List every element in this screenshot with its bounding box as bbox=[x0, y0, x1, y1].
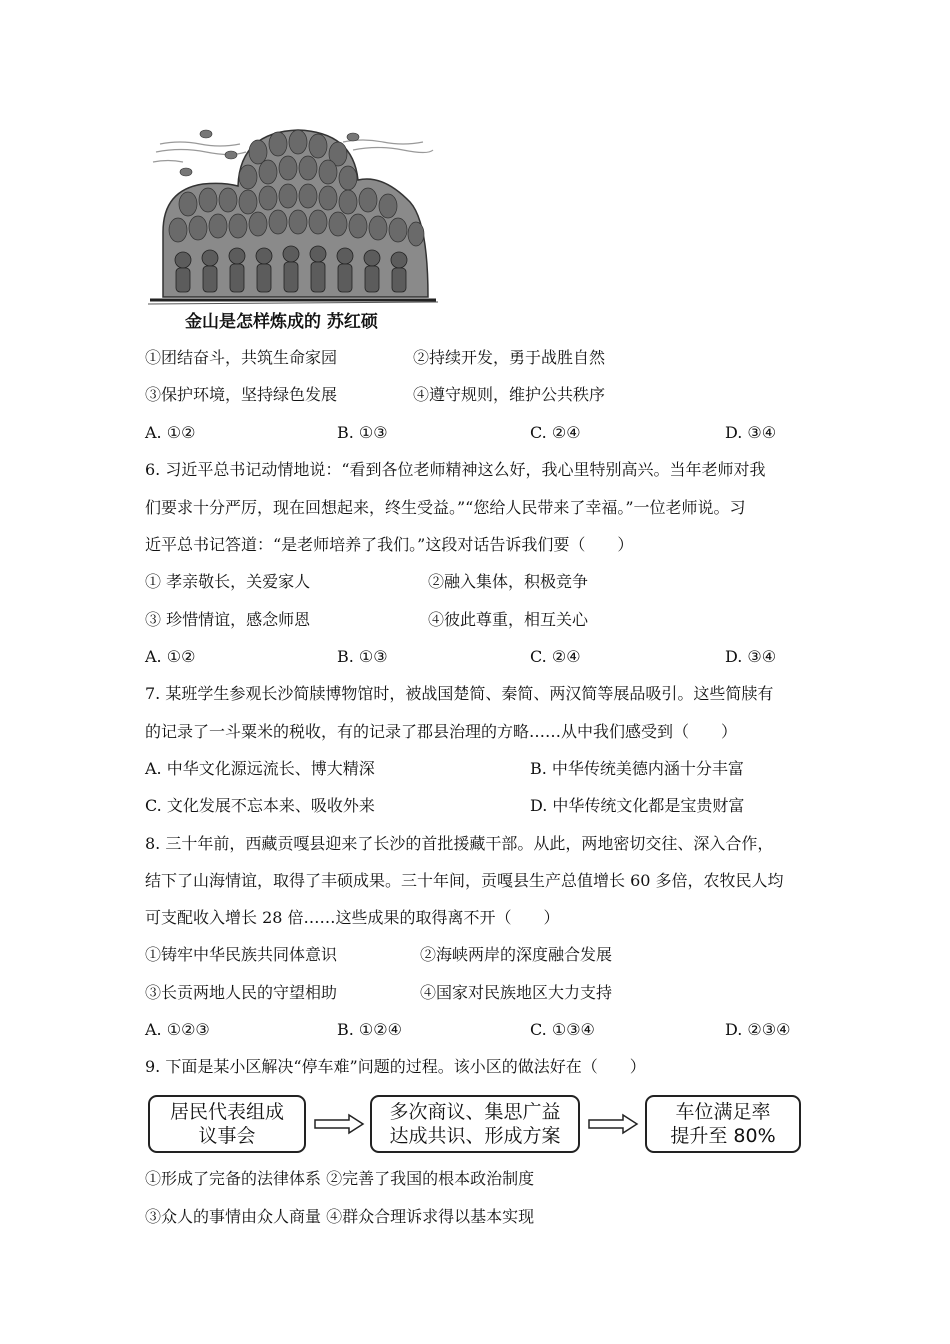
q6-choice-b[interactable]: B. ①③ bbox=[337, 647, 388, 666]
flow-box-council bbox=[148, 1095, 306, 1153]
q5-choice-b[interactable]: B. ①③ bbox=[337, 423, 388, 442]
q8-choice-b[interactable]: B. ①②④ bbox=[337, 1020, 402, 1039]
q6-option-1: ① 孝亲敬长，关爱家人 bbox=[145, 572, 311, 591]
flow-box-consultation bbox=[370, 1095, 580, 1153]
q8-choice-d[interactable]: D. ②③④ bbox=[725, 1020, 791, 1039]
q5-choice-d[interactable]: D. ③④ bbox=[725, 423, 777, 442]
cartoon-caption: 金山是怎样炼成的 苏红硕 bbox=[185, 312, 378, 332]
q8-option-3: ③长贡两地人民的守望相助 bbox=[145, 983, 338, 1002]
q5-option-3: ③保护环境，坚持绿色发展 bbox=[145, 385, 338, 404]
q7-stem-line-2: 的记录了一斗粟米的税收，有的记录了郡县治理的方略……从中我们感受到（ ） bbox=[145, 722, 738, 741]
q7-choice-d[interactable]: D. 中华传统文化都是宝贵财富 bbox=[530, 796, 745, 815]
q9-options-1-2: ①形成了完备的法律体系 ②完善了我国的根本政治制度 bbox=[145, 1169, 535, 1188]
flow-box-council-line-1: 居民代表组成 bbox=[169, 1101, 284, 1123]
q7-choice-a[interactable]: A. 中华文化源远流长、博大精深 bbox=[145, 759, 375, 778]
q6-option-2: ②融入集体，积极竞争 bbox=[428, 572, 589, 591]
q5-option-2: ②持续开发，勇于战胜自然 bbox=[413, 348, 606, 367]
q6-option-3: ③ 珍惜情谊，感念师恩 bbox=[145, 610, 311, 629]
flow-box-result-line-1: 车位满足率 bbox=[675, 1101, 771, 1123]
q6-choice-a[interactable]: A. ①② bbox=[145, 647, 196, 666]
q7-choice-c[interactable]: C. 文化发展不忘本来、吸收外来 bbox=[145, 796, 375, 815]
flow-box-result bbox=[645, 1095, 801, 1153]
q7-stem-line-1: 7. 某班学生参观长沙简牍博物馆时，被战国楚简、秦简、两汉简等展品吸引。这些简牍有 bbox=[145, 684, 774, 703]
q6-option-4: ④彼此尊重，相互关心 bbox=[428, 610, 589, 629]
q5-option-4: ④遵守规则，维护公共秩序 bbox=[413, 385, 606, 404]
q6-stem-line-1: 6. 习近平总书记动情地说：“看到各位老师精神这么好，我心里特别高兴。当年老师对我 bbox=[145, 460, 766, 479]
q8-option-1: ①铸牢中华民族共同体意识 bbox=[145, 945, 338, 964]
q8-choice-a[interactable]: A. ①②③ bbox=[145, 1020, 210, 1039]
q8-option-4: ④国家对民族地区大力支持 bbox=[420, 983, 613, 1002]
q5-choice-c[interactable]: C. ②④ bbox=[530, 423, 581, 442]
q6-choice-c[interactable]: C. ②④ bbox=[530, 647, 581, 666]
q8-stem-line-3: 可支配收入增长 28 倍……这些成果的取得离不开（ ） bbox=[145, 908, 560, 927]
flow-box-council-line-2: 议事会 bbox=[198, 1125, 256, 1147]
cartoon-illustration bbox=[148, 122, 438, 307]
q8-choice-c[interactable]: C. ①③④ bbox=[530, 1020, 595, 1039]
flow-box-result-line-2: 提升至 80% bbox=[670, 1125, 776, 1147]
q8-option-2: ②海峡两岸的深度融合发展 bbox=[420, 945, 613, 964]
q5-choice-a[interactable]: A. ①② bbox=[145, 423, 196, 442]
q9-options-3-4: ③众人的事情由众人商量 ④群众合理诉求得以基本实现 bbox=[145, 1207, 535, 1226]
q9-stem: 9. 下面是某小区解决“停车难”问题的过程。该小区的做法好在（ ） bbox=[145, 1057, 646, 1076]
q6-stem-line-2: 们要求十分严厉，现在回想起来，终生受益。”“您给人民带来了幸福。”一位老师说。习 bbox=[145, 498, 746, 517]
q7-choice-b[interactable]: B. 中华传统美德内涵十分丰富 bbox=[530, 759, 744, 778]
q5-option-1: ①团结奋斗，共筑生命家园 bbox=[145, 348, 338, 367]
q8-stem-line-1: 8. 三十年前，西藏贡嘎县迎来了长沙的首批援藏干部。从此，两地密切交往、深入合作， bbox=[145, 834, 774, 853]
flow-box-consultation-line-1: 多次商议、集思广益 bbox=[389, 1101, 561, 1123]
flow-arrow-right-icon bbox=[587, 1112, 639, 1136]
flow-arrow-right-icon bbox=[313, 1112, 365, 1136]
q6-stem-line-3: 近平总书记答道：“是老师培养了我们。”这段对话告诉我们要（ ） bbox=[145, 535, 634, 554]
flow-box-consultation-line-2: 达成共识、形成方案 bbox=[389, 1125, 561, 1147]
q8-stem-line-2: 结下了山海情谊，取得了丰硕成果。三十年间，贡嘎县生产总值增长 60 多倍，农牧民人均 bbox=[145, 871, 784, 890]
q6-choice-d[interactable]: D. ③④ bbox=[725, 647, 777, 666]
